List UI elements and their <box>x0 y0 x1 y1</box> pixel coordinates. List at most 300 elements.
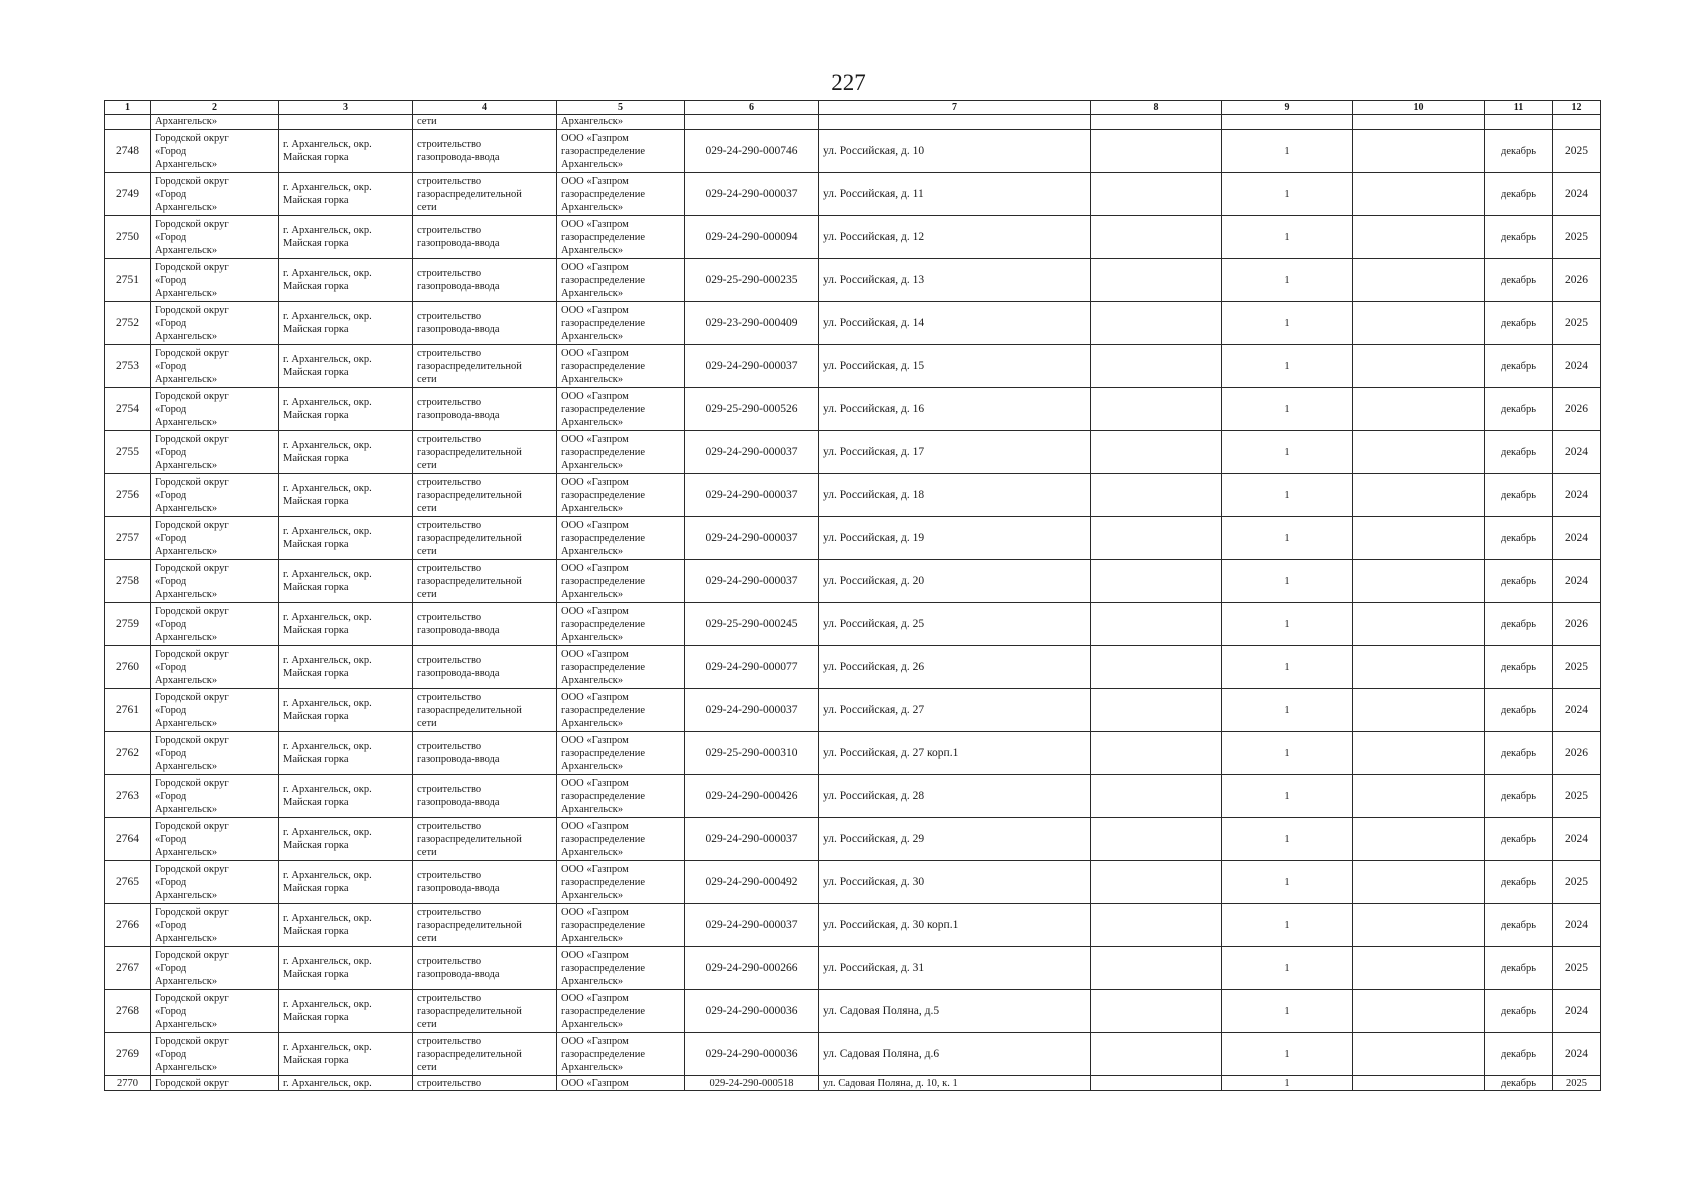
cell-locality-line: Майская горка <box>283 797 349 808</box>
cell-address: ул. Российская, д. 13 <box>819 259 1091 302</box>
cell-organization <box>557 947 685 990</box>
cell-work-type-line: сети <box>417 545 437 557</box>
cell-locality-line: Майская горка <box>283 1012 349 1023</box>
cell-col9: 1 <box>1222 517 1353 560</box>
cell-organization-line: ООО «Газпром <box>561 132 629 144</box>
cell-address: ул. Российская, д. 16 <box>819 388 1091 431</box>
cell-organization-line: ООО «Газпром <box>561 820 629 832</box>
cell-locality <box>279 130 413 173</box>
cell-locality-line: Майская горка <box>283 324 349 335</box>
table-row <box>105 517 1601 560</box>
cell-organization-line: Архангельск» <box>561 717 624 729</box>
cell-work-type-line: строительство <box>417 433 482 445</box>
cell-year: 2024 <box>1553 345 1601 388</box>
cell-municipality <box>151 259 279 302</box>
cell-organization <box>557 818 685 861</box>
cell-work-type-line: газораспределительной <box>417 919 522 931</box>
cell-work-type-line: строительство <box>417 992 482 1004</box>
cell-work-type-line: газопровода-ввода <box>417 238 500 249</box>
cell-locality <box>279 560 413 603</box>
cell-work-type-line: газораспределительной <box>417 188 522 200</box>
cell-col10 <box>1353 388 1485 431</box>
table-row <box>105 646 1601 689</box>
cell-work-type-line: строительство <box>417 655 482 666</box>
cell-organization-line: газораспределение <box>561 575 646 587</box>
cell-col9: 1 <box>1222 1033 1353 1076</box>
cell-year: 2026 <box>1553 388 1601 431</box>
cell-locality-line: Майская горка <box>283 883 349 894</box>
cell-col9: 1 <box>1222 732 1353 775</box>
cell-municipality-line: Городской округ <box>155 218 229 230</box>
cell-work-type <box>413 130 557 173</box>
cell-col8 <box>1091 259 1222 302</box>
cell-locality-line: г. Архангельск, окр. <box>283 182 372 193</box>
cell-code: 029-24-290-000037 <box>685 560 819 603</box>
cell-locality <box>279 646 413 689</box>
cell-organization-line: газораспределение <box>561 360 646 372</box>
cell-num: 2761 <box>105 689 151 732</box>
cell-col10 <box>1353 1076 1485 1091</box>
cell-municipality-line: Городской округ <box>155 648 229 660</box>
cell-work-type-line: сети <box>417 459 437 471</box>
cell-municipality-line: Городской округ <box>155 304 229 316</box>
cell-municipality-line: «Город <box>155 532 187 544</box>
cell-locality-line: г. Архангельск, окр. <box>283 354 372 365</box>
cell-work-type-line: газопровода-ввода <box>417 281 500 292</box>
cell-organization-line: газораспределение <box>561 704 646 716</box>
cell-month: декабрь <box>1485 904 1553 947</box>
cell-month: декабрь <box>1485 474 1553 517</box>
cell-municipality-line: Городской округ <box>155 820 229 832</box>
cell-col9: 1 <box>1222 302 1353 345</box>
cell-num: 2764 <box>105 818 151 861</box>
cell-work-type-line: газопровода-ввода <box>417 754 500 765</box>
cell-col9: 1 <box>1222 861 1353 904</box>
cell-num: 2765 <box>105 861 151 904</box>
cell-work-type-line: газопровода-ввода <box>417 625 500 636</box>
column-header-4: 4 <box>413 101 557 115</box>
cell-organization <box>557 517 685 560</box>
cell-work-type-line: сети <box>417 1061 437 1073</box>
cell-work-type-line: газопровода-ввода <box>417 668 500 679</box>
cell-municipality-line: Городской округ <box>155 261 229 273</box>
cell-work-type-line: газопровода-ввода <box>417 410 500 421</box>
cell-municipality-line: Архангельск» <box>155 459 218 471</box>
cell-organization-line: Архангельск» <box>561 1061 624 1073</box>
cell-organization <box>557 861 685 904</box>
cell-year: 2024 <box>1553 517 1601 560</box>
cell-organization-line: Архангельск» <box>561 459 624 471</box>
cell-organization-line: газораспределение <box>561 532 646 544</box>
cell-work-type-line: строительство <box>417 612 482 623</box>
cell-work-type-line: сети <box>417 717 437 729</box>
cell-work-type-line: газопровода-ввода <box>417 152 500 163</box>
table-row <box>105 474 1601 517</box>
cell-work-type-line: газораспределительной <box>417 446 522 458</box>
cell-locality-line: Майская горка <box>283 367 349 378</box>
cell-col9: 1 <box>1222 689 1353 732</box>
cell-work-type-line: газораспределительной <box>417 1005 522 1017</box>
cell-year: 2024 <box>1553 1033 1601 1076</box>
cell-locality-line: Майская горка <box>283 969 349 980</box>
cell-address: ул. Российская, д. 12 <box>819 216 1091 259</box>
cell-municipality <box>151 603 279 646</box>
cell-organization-line: Архангельск» <box>561 1018 624 1030</box>
cell-work-type-line: газораспределительной <box>417 704 522 716</box>
cell-organization-line: ООО «Газпром <box>561 433 629 445</box>
cell-organization-line: ООО «Газпром <box>561 605 629 617</box>
cell-address: ул. Российская, д. 17 <box>819 431 1091 474</box>
table-row <box>105 560 1601 603</box>
column-header-8: 8 <box>1091 101 1222 115</box>
cell-locality <box>279 689 413 732</box>
cell-address: ул. Российская, д. 15 <box>819 345 1091 388</box>
cell-organization-line: газораспределение <box>561 833 646 845</box>
cell-address: ул. Садовая Поляна, д.6 <box>819 1033 1091 1076</box>
cell-month: декабрь <box>1485 345 1553 388</box>
cell-municipality <box>151 216 279 259</box>
cell-address: ул. Российская, д. 11 <box>819 173 1091 216</box>
cell-organization-line: ООО «Газпром <box>561 175 629 187</box>
cell-col8 <box>1091 1033 1222 1076</box>
cell-col8 <box>1091 302 1222 345</box>
cell-locality <box>279 517 413 560</box>
cell-locality <box>279 115 413 130</box>
cell-num: 2766 <box>105 904 151 947</box>
cell-municipality <box>151 173 279 216</box>
cell-municipality-line: «Город <box>155 790 187 802</box>
cell-work-type-line: газораспределительной <box>417 360 522 372</box>
cell-address: ул. Российская, д. 14 <box>819 302 1091 345</box>
column-header-5: 5 <box>557 101 685 115</box>
cell-organization-line: Архангельск» <box>561 803 624 815</box>
cell-work-type-line: строительство <box>417 906 482 918</box>
cell-work-type-line: газораспределительной <box>417 833 522 845</box>
cell-locality-line: Майская горка <box>283 1055 349 1066</box>
cell-work-type-line: газораспределительной <box>417 489 522 501</box>
cell-organization-line: Архангельск» <box>561 373 624 385</box>
cell-locality-line: г. Архангельск, окр. <box>283 913 372 924</box>
cell-work-type-line: строительство <box>417 311 482 322</box>
cell-month: декабрь <box>1485 259 1553 302</box>
cell-code: 029-25-290-000235 <box>685 259 819 302</box>
cell-locality <box>279 474 413 517</box>
cell-month: декабрь <box>1485 130 1553 173</box>
table-row <box>105 775 1601 818</box>
cell-locality-line: г. Архангельск, окр. <box>283 612 372 623</box>
cell-code: 029-25-290-000526 <box>685 388 819 431</box>
cell-work-type-line: газопровода-ввода <box>417 883 500 894</box>
cell-code: 029-24-290-000037 <box>685 345 819 388</box>
cell-work-type <box>413 259 557 302</box>
cell-col10 <box>1353 517 1485 560</box>
cell-organization <box>557 216 685 259</box>
cell-col8 <box>1091 216 1222 259</box>
cell-code: 029-25-290-000310 <box>685 732 819 775</box>
cell-locality-line: Майская горка <box>283 754 349 765</box>
cell-code: 029-24-290-000037 <box>685 904 819 947</box>
cell-work-type-line: строительство <box>417 476 482 488</box>
cell-organization-line: газораспределение <box>561 145 646 157</box>
cell-organization-line: газораспределение <box>561 403 646 415</box>
cell-work-type-line: сети <box>417 588 437 600</box>
cell-municipality-line: «Город <box>155 661 187 673</box>
cell-code: 029-24-290-000037 <box>685 173 819 216</box>
cell-code: 029-24-290-000426 <box>685 775 819 818</box>
cell-municipality-line: Городской округ <box>155 734 229 746</box>
cell-work-type-line: сети <box>417 932 437 944</box>
cell-organization-line: ООО «Газпром <box>561 777 629 789</box>
cell-municipality-line: Архангельск» <box>155 846 218 858</box>
table-row <box>105 990 1601 1033</box>
cell-organization-line: ООО «Газпром <box>561 734 629 746</box>
cell-organization-line: газораспределение <box>561 618 646 630</box>
cell-col10 <box>1353 115 1485 130</box>
cell-organization-line: ООО «Газпром <box>561 562 629 574</box>
cell-year: 2025 <box>1553 646 1601 689</box>
cell-locality <box>279 904 413 947</box>
cell-locality-line: Майская горка <box>283 539 349 550</box>
cell-locality-line: г. Архангельск, окр. <box>283 698 372 709</box>
cell-num <box>105 115 151 130</box>
cell-year: 2025 <box>1553 947 1601 990</box>
cell-col9: 1 <box>1222 775 1353 818</box>
cell-locality-line: г. Архангельск, окр. <box>283 784 372 795</box>
cell-organization-line: газораспределение <box>561 919 646 931</box>
cell-municipality <box>151 990 279 1033</box>
cell-work-type <box>413 818 557 861</box>
cell-municipality-line: Архангельск» <box>155 588 218 600</box>
cell-municipality <box>151 732 279 775</box>
cell-municipality-line: Архангельск» <box>155 545 218 557</box>
cell-municipality <box>151 775 279 818</box>
cell-work-type <box>413 1033 557 1076</box>
cell-locality <box>279 431 413 474</box>
cell-municipality-line: Городской округ <box>155 906 229 918</box>
cell-organization-line: Архангельск» <box>561 631 624 643</box>
cell-municipality <box>151 689 279 732</box>
cell-num: 2768 <box>105 990 151 1033</box>
cell-code: 029-24-290-000037 <box>685 474 819 517</box>
cell-month: декабрь <box>1485 689 1553 732</box>
cell-municipality-line: Городской округ <box>155 777 229 789</box>
cell-month: декабрь <box>1485 947 1553 990</box>
cell-year: 2024 <box>1553 474 1601 517</box>
cell-month: декабрь <box>1485 560 1553 603</box>
cell-locality-line: г. Архангельск, окр. <box>283 139 372 150</box>
column-header-6: 6 <box>685 101 819 115</box>
cell-month: декабрь <box>1485 646 1553 689</box>
table-row <box>105 947 1601 990</box>
cell-address: ул. Российская, д. 25 <box>819 603 1091 646</box>
cell-municipality-line: «Город <box>155 317 187 329</box>
cell-code: 029-24-290-000518 <box>685 1076 819 1091</box>
cell-work-type-line: строительство <box>417 397 482 408</box>
cell-municipality <box>151 1033 279 1076</box>
cell-work-type <box>413 474 557 517</box>
cell-col10 <box>1353 216 1485 259</box>
cell-municipality-line: Архангельск» <box>155 287 218 299</box>
cell-organization-line: газораспределение <box>561 790 646 802</box>
cell-organization-line: газораспределение <box>561 188 646 200</box>
cell-locality-line: г. Архангельск, окр. <box>283 999 372 1010</box>
cell-organization <box>557 474 685 517</box>
cell-month: декабрь <box>1485 388 1553 431</box>
cell-locality <box>279 990 413 1033</box>
cell-col9: 1 <box>1222 259 1353 302</box>
cell-code: 029-24-290-000037 <box>685 689 819 732</box>
cell-municipality-line: Городской округ <box>155 175 229 187</box>
cell-organization <box>557 302 685 345</box>
cell-organization <box>557 732 685 775</box>
cell-address: ул. Российская, д. 27 корп.1 <box>819 732 1091 775</box>
cell-col8 <box>1091 388 1222 431</box>
cell-locality <box>279 861 413 904</box>
cell-organization-line: газораспределение <box>561 876 646 888</box>
cell-locality-line: г. Архангельск, окр. <box>283 956 372 967</box>
cell-num: 2770 <box>105 1076 151 1091</box>
cell-col10 <box>1353 474 1485 517</box>
cell-organization-line: ООО «Газпром <box>561 691 629 703</box>
cell-locality <box>279 216 413 259</box>
column-header-2: 2 <box>151 101 279 115</box>
cell-work-type <box>413 603 557 646</box>
cell-year: 2024 <box>1553 818 1601 861</box>
cell-municipality-line: Архангельск» <box>155 158 218 170</box>
cell-organization-line: ООО «Газпром <box>561 218 629 230</box>
cell-month: декабрь <box>1485 1033 1553 1076</box>
cell-locality-line: Майская горка <box>283 582 349 593</box>
cell-municipality-line: Городской округ <box>155 347 229 359</box>
cell-organization-line: Архангельск» <box>561 330 624 342</box>
cell-locality-line: Майская горка <box>283 496 349 507</box>
cell-col10 <box>1353 259 1485 302</box>
cell-municipality-line: «Город <box>155 704 187 716</box>
cell-col10 <box>1353 431 1485 474</box>
cell-municipality-line: «Город <box>155 1005 187 1017</box>
cell-num: 2752 <box>105 302 151 345</box>
cell-col10 <box>1353 302 1485 345</box>
cell-locality-line: Майская горка <box>283 926 349 937</box>
column-number-row <box>105 101 1601 115</box>
cell-col8 <box>1091 732 1222 775</box>
cell-work-type <box>413 904 557 947</box>
column-header-3: 3 <box>279 101 413 115</box>
cell-month: декабрь <box>1485 732 1553 775</box>
cell-organization-line: ООО «Газпром <box>561 261 629 273</box>
cell-year: 2024 <box>1553 431 1601 474</box>
cell-municipality-line: Городской округ <box>155 863 229 875</box>
cell-col9 <box>1222 115 1353 130</box>
cell-year: 2024 <box>1553 173 1601 216</box>
cell-organization-line: газораспределение <box>561 489 646 501</box>
cell-locality-line: г. Архангельск, окр. <box>283 440 372 451</box>
cell-locality-line: Майская горка <box>283 152 349 163</box>
cell-work-type <box>413 861 557 904</box>
cell-col10 <box>1353 345 1485 388</box>
cell-municipality-line: Архангельск» <box>155 717 218 729</box>
cell-num: 2753 <box>105 345 151 388</box>
cell-organization-line: Архангельск» <box>561 416 624 428</box>
cell-locality <box>279 388 413 431</box>
cell-locality-line: г. Архангельск, окр. <box>283 655 372 666</box>
cell-municipality-line: Архангельск» <box>155 1018 218 1030</box>
cell-num: 2757 <box>105 517 151 560</box>
table-row <box>105 345 1601 388</box>
cell-municipality <box>151 947 279 990</box>
cell-organization <box>557 775 685 818</box>
cell-locality-line: г. Архангельск, окр. <box>283 870 372 881</box>
cell-organization-line: газораспределение <box>561 747 646 759</box>
column-header-7: 7 <box>819 101 1091 115</box>
column-header-11: 11 <box>1485 101 1553 115</box>
cell-year: 2024 <box>1553 689 1601 732</box>
cell-col9: 1 <box>1222 388 1353 431</box>
cell-organization-line: ООО «Газпром <box>561 949 629 961</box>
table-row <box>105 861 1601 904</box>
cell-locality <box>279 259 413 302</box>
cell-col10 <box>1353 646 1485 689</box>
cell-work-type-line: строительство <box>417 784 482 795</box>
cell-municipality-line: Архангельск» <box>155 1061 218 1073</box>
cell-col8 <box>1091 646 1222 689</box>
cell-col9: 1 <box>1222 818 1353 861</box>
cell-municipality-line: Городской округ <box>155 949 229 961</box>
cell-col9: 1 <box>1222 904 1353 947</box>
cell-col10 <box>1353 775 1485 818</box>
cell-organization-line: Архангельск» <box>561 932 624 944</box>
cell-municipality <box>151 302 279 345</box>
cell-num: 2769 <box>105 1033 151 1076</box>
cell-col8 <box>1091 1076 1222 1091</box>
table-row <box>105 173 1601 216</box>
cell-col8 <box>1091 818 1222 861</box>
cell-municipality-line: Архангельск» <box>155 416 218 428</box>
cell-municipality-line: Архангельск» <box>155 502 218 514</box>
cell-work-type <box>413 775 557 818</box>
table-row <box>105 689 1601 732</box>
cell-municipality-line: «Город <box>155 833 187 845</box>
cell-month: декабрь <box>1485 1076 1553 1091</box>
cell-work-type-line: строительство <box>417 139 482 150</box>
cell-address: ул. Российская, д. 31 <box>819 947 1091 990</box>
cell-organization-line: газораспределение <box>561 661 646 673</box>
cell-organization-line: ООО «Газпром <box>561 476 629 488</box>
cell-municipality <box>151 388 279 431</box>
cell-locality <box>279 603 413 646</box>
cell-address: ул. Садовая Поляна, д. 10, к. 1 <box>819 1076 1091 1091</box>
cell-organization-line: Архангельск» <box>561 158 624 170</box>
cell-municipality-line: «Город <box>155 446 187 458</box>
cell-organization-line: Архангельск» <box>561 889 624 901</box>
cell-col10 <box>1353 1033 1485 1076</box>
cell-locality-line: г. Архангельск, окр. <box>283 1042 372 1053</box>
cell-organization-line: ООО «Газпром <box>561 992 629 1004</box>
cell-municipality-line: «Город <box>155 876 187 888</box>
cell-locality-line: г. Архангельск, окр. <box>283 741 372 752</box>
cell-municipality-line: «Город <box>155 747 187 759</box>
table-row <box>105 818 1601 861</box>
cell-num: 2767 <box>105 947 151 990</box>
cell-num: 2763 <box>105 775 151 818</box>
column-header-10: 10 <box>1353 101 1485 115</box>
cell-municipality-line: Городской округ <box>155 390 229 402</box>
table-row <box>105 603 1601 646</box>
cell-col9: 1 <box>1222 216 1353 259</box>
cell-locality-line: Майская горка <box>283 840 349 851</box>
cell-col9: 1 <box>1222 431 1353 474</box>
cell-code: 029-24-290-000266 <box>685 947 819 990</box>
